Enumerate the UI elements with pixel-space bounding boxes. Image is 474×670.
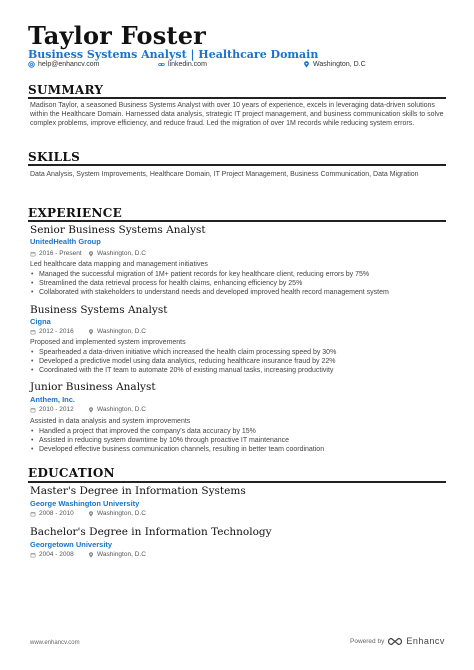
footer-powered-by[interactable]	[350, 636, 445, 646]
list-item: • Managed the successful migration of 1M+ patient records for key healthcare client, reducing errors by 75%	[30, 270, 440, 279]
job-dates-text: 2016 - Present	[39, 250, 82, 257]
calendar-icon	[30, 511, 36, 517]
skills-divider	[28, 164, 446, 166]
job-company: UnitedHealth Group	[30, 237, 101, 246]
list-item: • Collaborated with stakeholders to understand needs and developed improved health record management system	[30, 288, 440, 297]
brand-name: Enhancv	[406, 636, 445, 646]
job-bullets	[30, 348, 440, 375]
degree-title: Bachelor's Degree in Information Technology	[30, 526, 272, 538]
job-dates	[30, 250, 82, 257]
job-location-text: Washington, D.C	[97, 250, 146, 257]
candidate-title: Business Systems Analyst | Healthcare Domain	[28, 48, 319, 61]
education-location	[88, 510, 146, 517]
job-location	[88, 250, 146, 257]
list-item: • Streamlined the data retrieval process for health claims, enhancing efficiency by 25%	[30, 279, 440, 288]
list-item: • Handled a project that improved the company's data accuracy by 15%	[30, 427, 440, 436]
job-title: Junior Business Analyst	[30, 381, 156, 393]
calendar-icon	[30, 329, 36, 335]
education-dates	[30, 551, 74, 558]
map-pin-icon	[88, 329, 94, 335]
job-company: Cigna	[30, 317, 51, 326]
list-item: • Developed effective business communication channels, resulting in better team coordination	[30, 445, 440, 454]
job-dates-text: 2010 - 2012	[39, 406, 74, 413]
enhancv-logo-icon	[388, 637, 402, 646]
school-name: George Washington University	[30, 499, 140, 508]
job-location-text: Washington, D.C	[97, 406, 146, 413]
summary-divider	[28, 97, 446, 99]
education-location	[88, 551, 146, 558]
education-dates	[30, 510, 74, 517]
contact-location-text: Washington, D.C	[313, 61, 366, 68]
education-dates-text: 2004 - 2008	[39, 551, 74, 558]
education-heading: EDUCATION	[28, 466, 115, 480]
map-pin-icon	[303, 61, 310, 68]
map-pin-icon	[88, 511, 94, 517]
school-name: Georgetown University	[30, 540, 113, 549]
job-description: Led healthcare data mapping and management initiatives	[30, 261, 208, 268]
contact-linkedin[interactable]	[158, 61, 207, 68]
job-description: Assisted in data analysis and system improvements	[30, 418, 191, 425]
powered-by-label: Powered by	[350, 637, 385, 645]
job-location	[88, 406, 146, 413]
experience-divider	[28, 220, 446, 222]
link-icon	[158, 61, 165, 68]
job-location-text: Washington, D.C	[97, 328, 146, 335]
contact-email-text: help@enhancv.com	[38, 61, 100, 68]
job-description: Proposed and implemented system improvements	[30, 339, 186, 346]
footer-website[interactable]: www.enhancv.com	[30, 640, 80, 646]
education-divider	[28, 481, 446, 483]
job-bullets	[30, 427, 440, 454]
list-item: • Assisted in reducing system downtime by 10% through proactive IT maintenance	[30, 436, 440, 445]
skills-text: Data Analysis, System Improvements, Healthcare Domain, IT Project Management, Business Communication, Data Migration	[30, 171, 419, 178]
job-title: Senior Business Systems Analyst	[30, 224, 206, 236]
map-pin-icon	[88, 407, 94, 413]
experience-heading: EXPERIENCE	[28, 206, 123, 220]
education-location-text: Washington, D.C	[97, 551, 146, 558]
summary-heading: SUMMARY	[28, 83, 104, 97]
contact-bar	[28, 61, 448, 71]
education-location-text: Washington, D.C	[97, 510, 146, 517]
calendar-icon	[30, 251, 36, 257]
job-bullets	[30, 270, 440, 297]
education-dates-text: 2008 - 2010	[39, 510, 74, 517]
job-company: Anthem, Inc.	[30, 395, 76, 404]
job-title: Business Systems Analyst	[30, 304, 168, 316]
summary-text: Madison Taylor, a seasoned Business Systems Analyst with over 10 years of experience, excels in leveraging data-driven solutions within the Healthcare Domain. Harnessed data analysis, strategic IT project management, and business communication skills to solve complex problems, improve efficiency, and reduce fraud. Led the migration of over 1M records while reducing system errors.	[30, 102, 444, 128]
candidate-name: Taylor Foster	[28, 21, 207, 50]
list-item: • Spearheaded a data-driven initiative which increased the health claim processing speed by 30%	[30, 348, 440, 357]
degree-title: Master's Degree in Information Systems	[30, 485, 246, 497]
job-dates-text: 2012 - 2016	[39, 328, 74, 335]
calendar-icon	[30, 552, 36, 558]
skills-heading: SKILLS	[28, 150, 81, 164]
list-item: • Developed a predictive model using data analytics, reducing healthcare insurance fraud by 22%	[30, 357, 440, 366]
job-dates	[30, 328, 74, 335]
job-dates	[30, 406, 74, 413]
contact-email[interactable]	[28, 61, 99, 68]
contact-location	[303, 61, 366, 68]
map-pin-icon	[88, 251, 94, 257]
at-icon	[28, 61, 35, 68]
list-item: • Coordinated with the IT team to automate 20% of existing manual tasks, increasing productivity	[30, 366, 440, 375]
map-pin-icon	[88, 552, 94, 558]
contact-linkedin-text: linkedin.com	[168, 61, 207, 68]
calendar-icon	[30, 407, 36, 413]
job-location	[88, 328, 146, 335]
